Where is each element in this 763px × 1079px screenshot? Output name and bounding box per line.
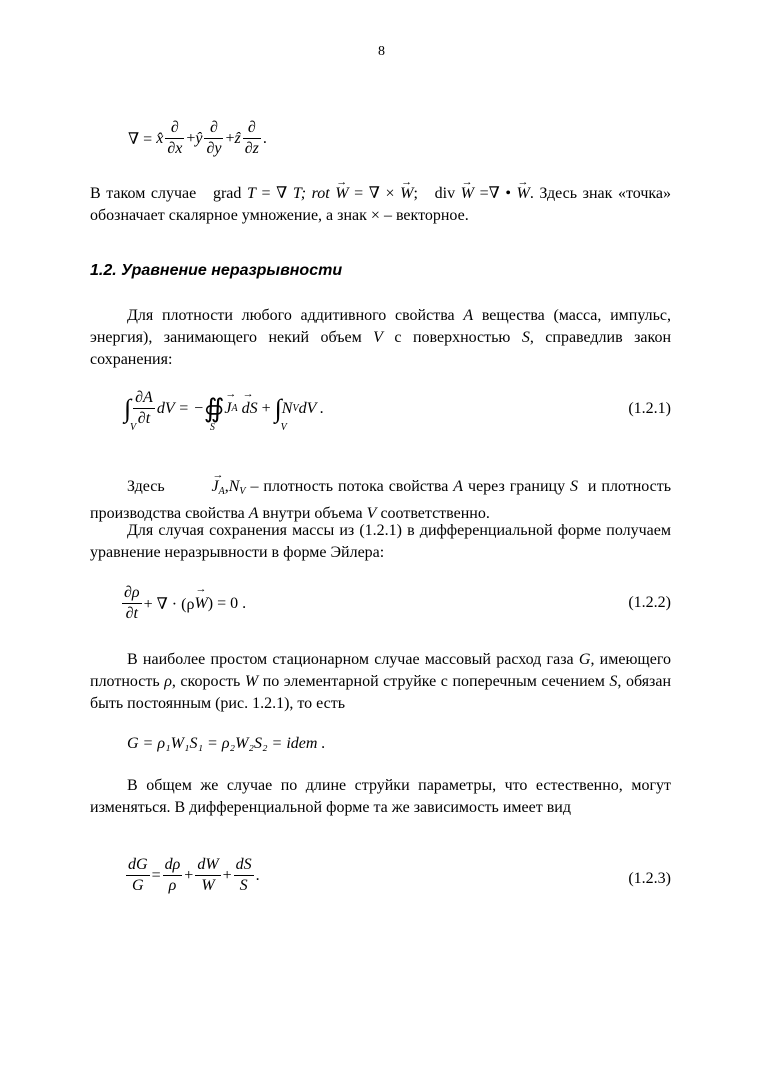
ds-s-fraction: $\frac{dS}{S}$ — [235, 856, 252, 894]
equation-number-1-2-1: (1.2.1) — [628, 400, 671, 417]
nabla-lhs: ∇ = — [128, 130, 153, 148]
partial-z-fraction: $\frac{\partial}{\partial z}$ — [244, 119, 259, 157]
equation-number-1-2-2: (1.2.2) — [628, 594, 671, 611]
y-hat: ŷ — [195, 129, 203, 147]
paragraph-euler-form: Для случая сохранения массы из (1.2.1) в дифференциальной форме получаем уравнение неразрывности в форме Эйлера: — [90, 522, 671, 561]
nabla-equation: ∇ = x̂ $\frac{\partial}{\partial x}$ + ŷ $\frac{\partial}{\partial y}$ + ẑ $\frac{\partial}{\partial z}$ . — [128, 119, 267, 157]
equation-1-2-3: $\frac{dG}{G}$ = $\frac{d\rho}{\rho}$ + $\frac{dW}{W}$ + $\frac{dS}{S}$ . — [128, 856, 260, 894]
paragraph-conservation-law: Для плотности любого аддитивного свойства A вещества (масса, импульс, энергия), занимающего некий объем V с поверхностью S, справедлив закон сохранения: — [90, 307, 672, 368]
partial-y-fraction: $\frac{\partial}{\partial y}$ — [206, 119, 222, 157]
paragraph-grad-rot-div: В таком случае grad T = ∇ T; rot → W = ∇ × → W; div → W =∇ • → W. Здесь знак «точка» обозначает скалярное умножение, а знак × – векторное. — [90, 183, 671, 227]
paragraph-differential-form: В общем же случае по длине струйки параметры, что естественно, могут изменяться. В дифференциальной форме та же зависимость имеет вид — [90, 777, 671, 816]
partial-x-fraction: $\frac{\partial}{\partial x}$ — [167, 119, 183, 157]
dg-g-fraction: $\frac{dG}{G}$ — [128, 856, 148, 894]
section-heading: 1.2. Уравнение неразрывности — [90, 262, 343, 279]
z-hat: ẑ — [234, 129, 241, 147]
paragraph-mass-flow: В наиболее простом стационарном случае массовый расход газа G, имеющего плотность ρ, скорость W по элементарной струйке с поперечным сечением S, обязан быть постоянным (рис. 1.2.1), то есть — [90, 651, 672, 712]
x-hat: x̂ — [156, 129, 164, 147]
partial-a-t-fraction: $\frac{\partial A}{\partial t}$ — [135, 389, 153, 427]
paragraph-flux-density: Здесь → $J_A,N_V$ – плотность потока свойства A через границу S и плотность производства свойства A внутри объема V соответственно. — [90, 476, 671, 525]
equation-1-2-2: $\frac{\partial\rho}{\partial t}$ + ∇ · (ρ → W ) = 0 . — [120, 583, 246, 624]
dw-w-fraction: $\frac{dW}{W}$ — [197, 856, 219, 894]
drho-rho-fraction: $\frac{d\rho}{\rho}$ — [164, 856, 181, 894]
equation-1-2-1: ∫ V $\frac{\partial A}{\partial t}$ dV = − ∯ S → J A → dS + ∫ V N V dV . — [124, 388, 324, 429]
equation-mass-flow-constant: G = ρ₁W₁S₁ = ρ₂W₂S₂ = idem . — [127, 735, 326, 752]
partial-rho-t-fraction: $\frac{\partial\rho}{\partial t}$ — [124, 584, 140, 622]
equation-number-1-2-3: (1.2.3) — [628, 870, 671, 887]
page-number: 8 — [378, 44, 385, 59]
